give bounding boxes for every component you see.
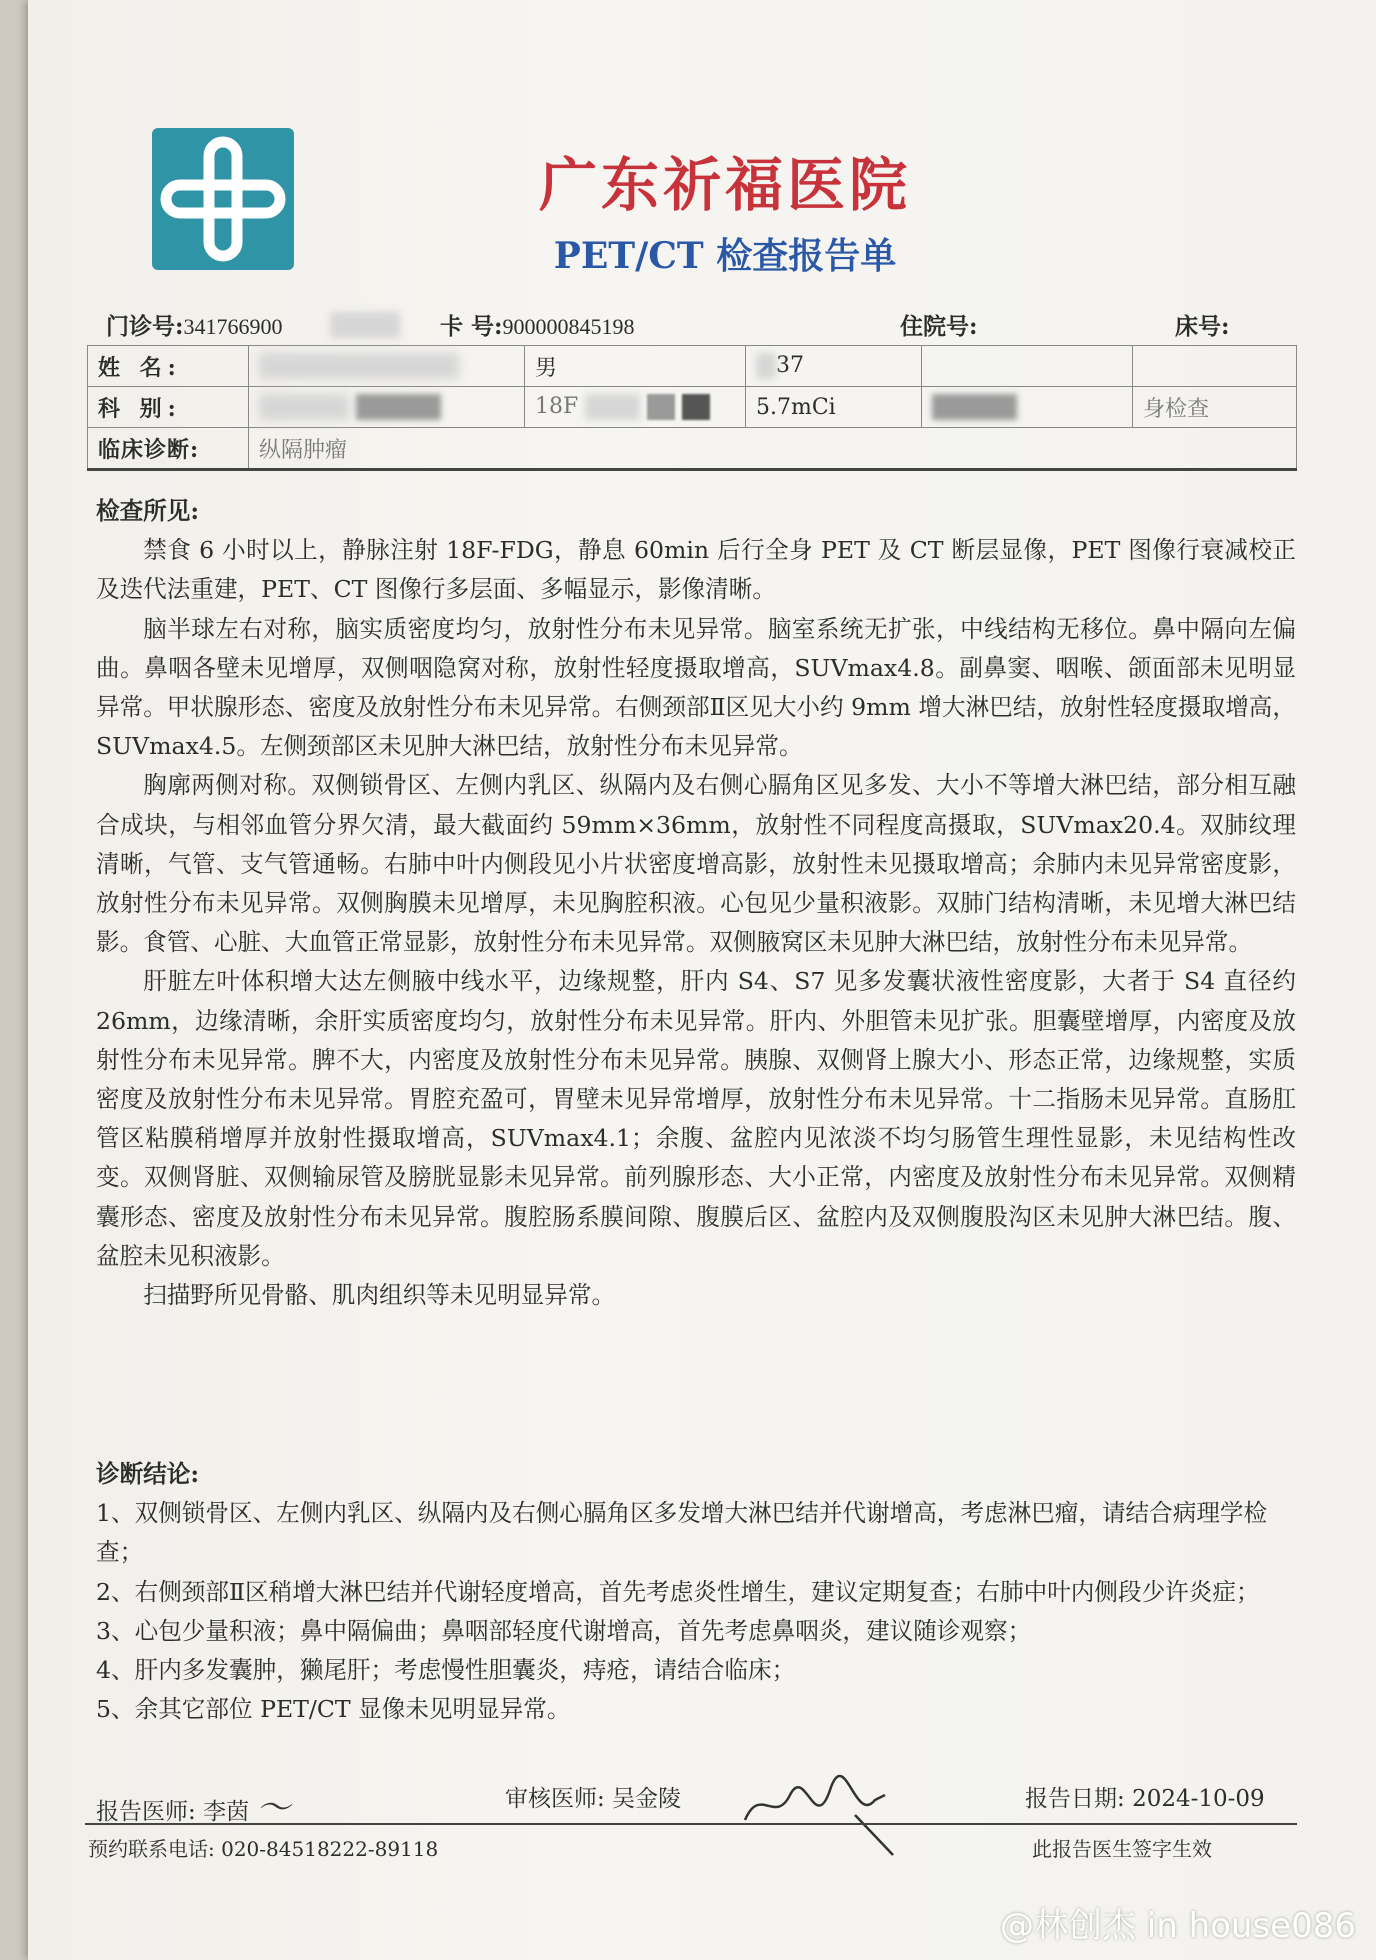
card-number: 卡 号:900000845198 [440, 313, 635, 340]
info-cell-blank [1133, 346, 1297, 387]
conclusion-item: 2、右侧颈部Ⅱ区稍增大淋巴结并代谢轻度增高，首先考虑炎性增生，建议定期复查；右肺中叶内侧段少许炎症； [96, 1577, 1260, 1606]
findings-paragraph: 禁食 6 小时以上，静脉注射 18F-FDG，静息 60min 后行全身 PET 及 CT 断层显像，PET 图像行衰减校正及迭代法重建，PET、CT 图像行多层面、多幅显示，影像清晰。 [96, 536, 1296, 604]
watermark: @林创杰 in house086 [999, 1906, 1356, 1946]
diagnosis-label: 临床诊断: [88, 428, 249, 470]
review-doctor: 审核医师: 吴金陵 [505, 1786, 682, 1812]
report-date: 报告日期: 2024-10-09 [1025, 1786, 1265, 1812]
report-title: PET/CT 检查报告单 [553, 235, 897, 277]
signature-note: 此报告医生签字生效 [1032, 1837, 1212, 1861]
report-doctor: 报告医师: 李茵 〜 [96, 1788, 291, 1828]
findings-paragraph: 扫描野所见骨骼、肌肉组织等未见明显异常。 [143, 1281, 616, 1310]
dept-value-redacted [249, 387, 525, 428]
footer-divider [85, 1823, 1297, 1825]
findings-paragraph: 脑半球左右对称，脑实质密度均匀，放射性分布未见异常。脑室系统无扩张，中线结构无移位。鼻中隔向左偏曲。鼻咽各壁未见增厚，双侧咽隐窝对称，放射性轻度摄取增高，SUVmax4.8。副鼻窦、咽喉、颌面部未见明显异常。甲状腺形态、密度及放射性分布未见异常。右侧颈部Ⅱ区见大小约 9mm 增大淋巴结，放射性轻度摄取增高，SUVmax4.5。左侧颈部区未见肿大淋巴结，放射性分布未见异常。 [96, 614, 1296, 761]
patient-info-table [87, 345, 1297, 471]
review-doctor-signature [735, 1765, 905, 1860]
outpatient-number: 门诊号:341766900 [106, 313, 283, 340]
conclusion-item: 4、肝内多发囊肿，獭尾肝；考虑慢性胆囊炎，痔疮，请结合临床； [96, 1656, 796, 1685]
redaction-mark [330, 312, 400, 338]
findings-heading: 检查所见: [96, 497, 200, 525]
sex-value: 男 [525, 346, 746, 387]
name-label: 姓 名: [88, 346, 249, 387]
findings-paragraph: 胸廓两侧对称。双侧锁骨区、左侧内乳区、纵隔内及右侧心膈角区见多发、大小不等增大淋巴结，部分相互融合成块，与相邻血管分界欠清，最大截面约 59mm×36mm，放射性不同程度高摄取，SUVmax20.4。双肺纹理清晰，气管、支气管通畅。右肺中叶内侧段见小片状密度增高影，放射性未见摄取增高；余肺内未见异常密度影，放射性分布未见异常。双侧胸膜未见增厚，未见胸腔积液。心包见少量积液影。双肺门结构清晰，未见增大淋巴结影。食管、心脏、大血管正常显影，放射性分布未见异常。双侧腋窝区未见肿大淋巴结，放射性分布未见异常。 [96, 771, 1296, 957]
report-doctor-signature: 〜 [256, 1788, 291, 1828]
appointment-phone: 预约联系电话: 020-84518222-89118 [88, 1837, 439, 1861]
conclusion-section [96, 1455, 1296, 1729]
conclusion-item: 3、心包少量积液；鼻中隔偏曲；鼻咽部轻度代谢增高，首先考虑鼻咽炎，建议随诊观察； [96, 1616, 1032, 1645]
age-value: 37 [746, 346, 922, 387]
inpatient-number: 住院号: [900, 313, 978, 340]
conclusion-heading: 诊断结论: [96, 1460, 200, 1488]
findings-paragraph: 肝脏左叶体积增大达左侧腋中线水平，边缘规整，肝内 S4、S7 见多发囊状液性密度影，大者于 S4 直径约 26mm，边缘清晰，余肝实质密度均匀，放射性分布未见异常。肝内、外胆管未见扩张。胆囊壁增厚，内密度及放射性分布未见异常。脾不大，内密度及放射性分布未见异常。胰腺、双侧肾上腺大小、形态正常，边缘规整，实质密度及放射性分布未见异常。胃腔充盈可，胃壁未见异常增厚，放射性分布未见异常。十二指肠未见异常。直肠肛管区粘膜稍增厚并放射性摄取增高，SUVmax4.1；余腹、盆腔内见浓淡不均匀肠管生理性显影，未见结构性改变。双侧肾脏、双侧输尿管及膀胱显影未见异常。前列腺形态、大小正常，内密度及放射性分布未见异常。双侧精囊形态、密度及放射性分布未见异常。腹腔肠系膜间隙、腹膜后区、盆腔内及双侧腹股沟区未见肿大淋巴结。腹、盆腔未见积液影。 [96, 967, 1296, 1270]
info-cell-redacted [922, 346, 1133, 387]
diagnosis-value: 纵隔肿瘤 [249, 428, 1297, 470]
dose-value: 5.7mCi [746, 387, 922, 428]
hospital-name: 广东祈福医院 [538, 151, 911, 219]
dept-label: 科 别: [88, 387, 249, 428]
bed-number: 床号: [1175, 313, 1230, 340]
name-value-redacted [249, 346, 525, 387]
tracer-value: 18F [525, 387, 746, 428]
conclusion-item: 5、余其它部位 PET/CT 显像未见明显异常。 [96, 1695, 571, 1724]
info-cell-redacted-2 [922, 387, 1133, 428]
conclusion-item: 1、双侧锁骨区、左侧内乳区、纵隔内及右侧心膈角区多发增大淋巴结并代谢增高，考虑淋巴瘤，请结合病理学检查； [96, 1499, 1268, 1567]
exam-value: 身检查 [1133, 387, 1297, 428]
findings-section [96, 492, 1296, 1315]
